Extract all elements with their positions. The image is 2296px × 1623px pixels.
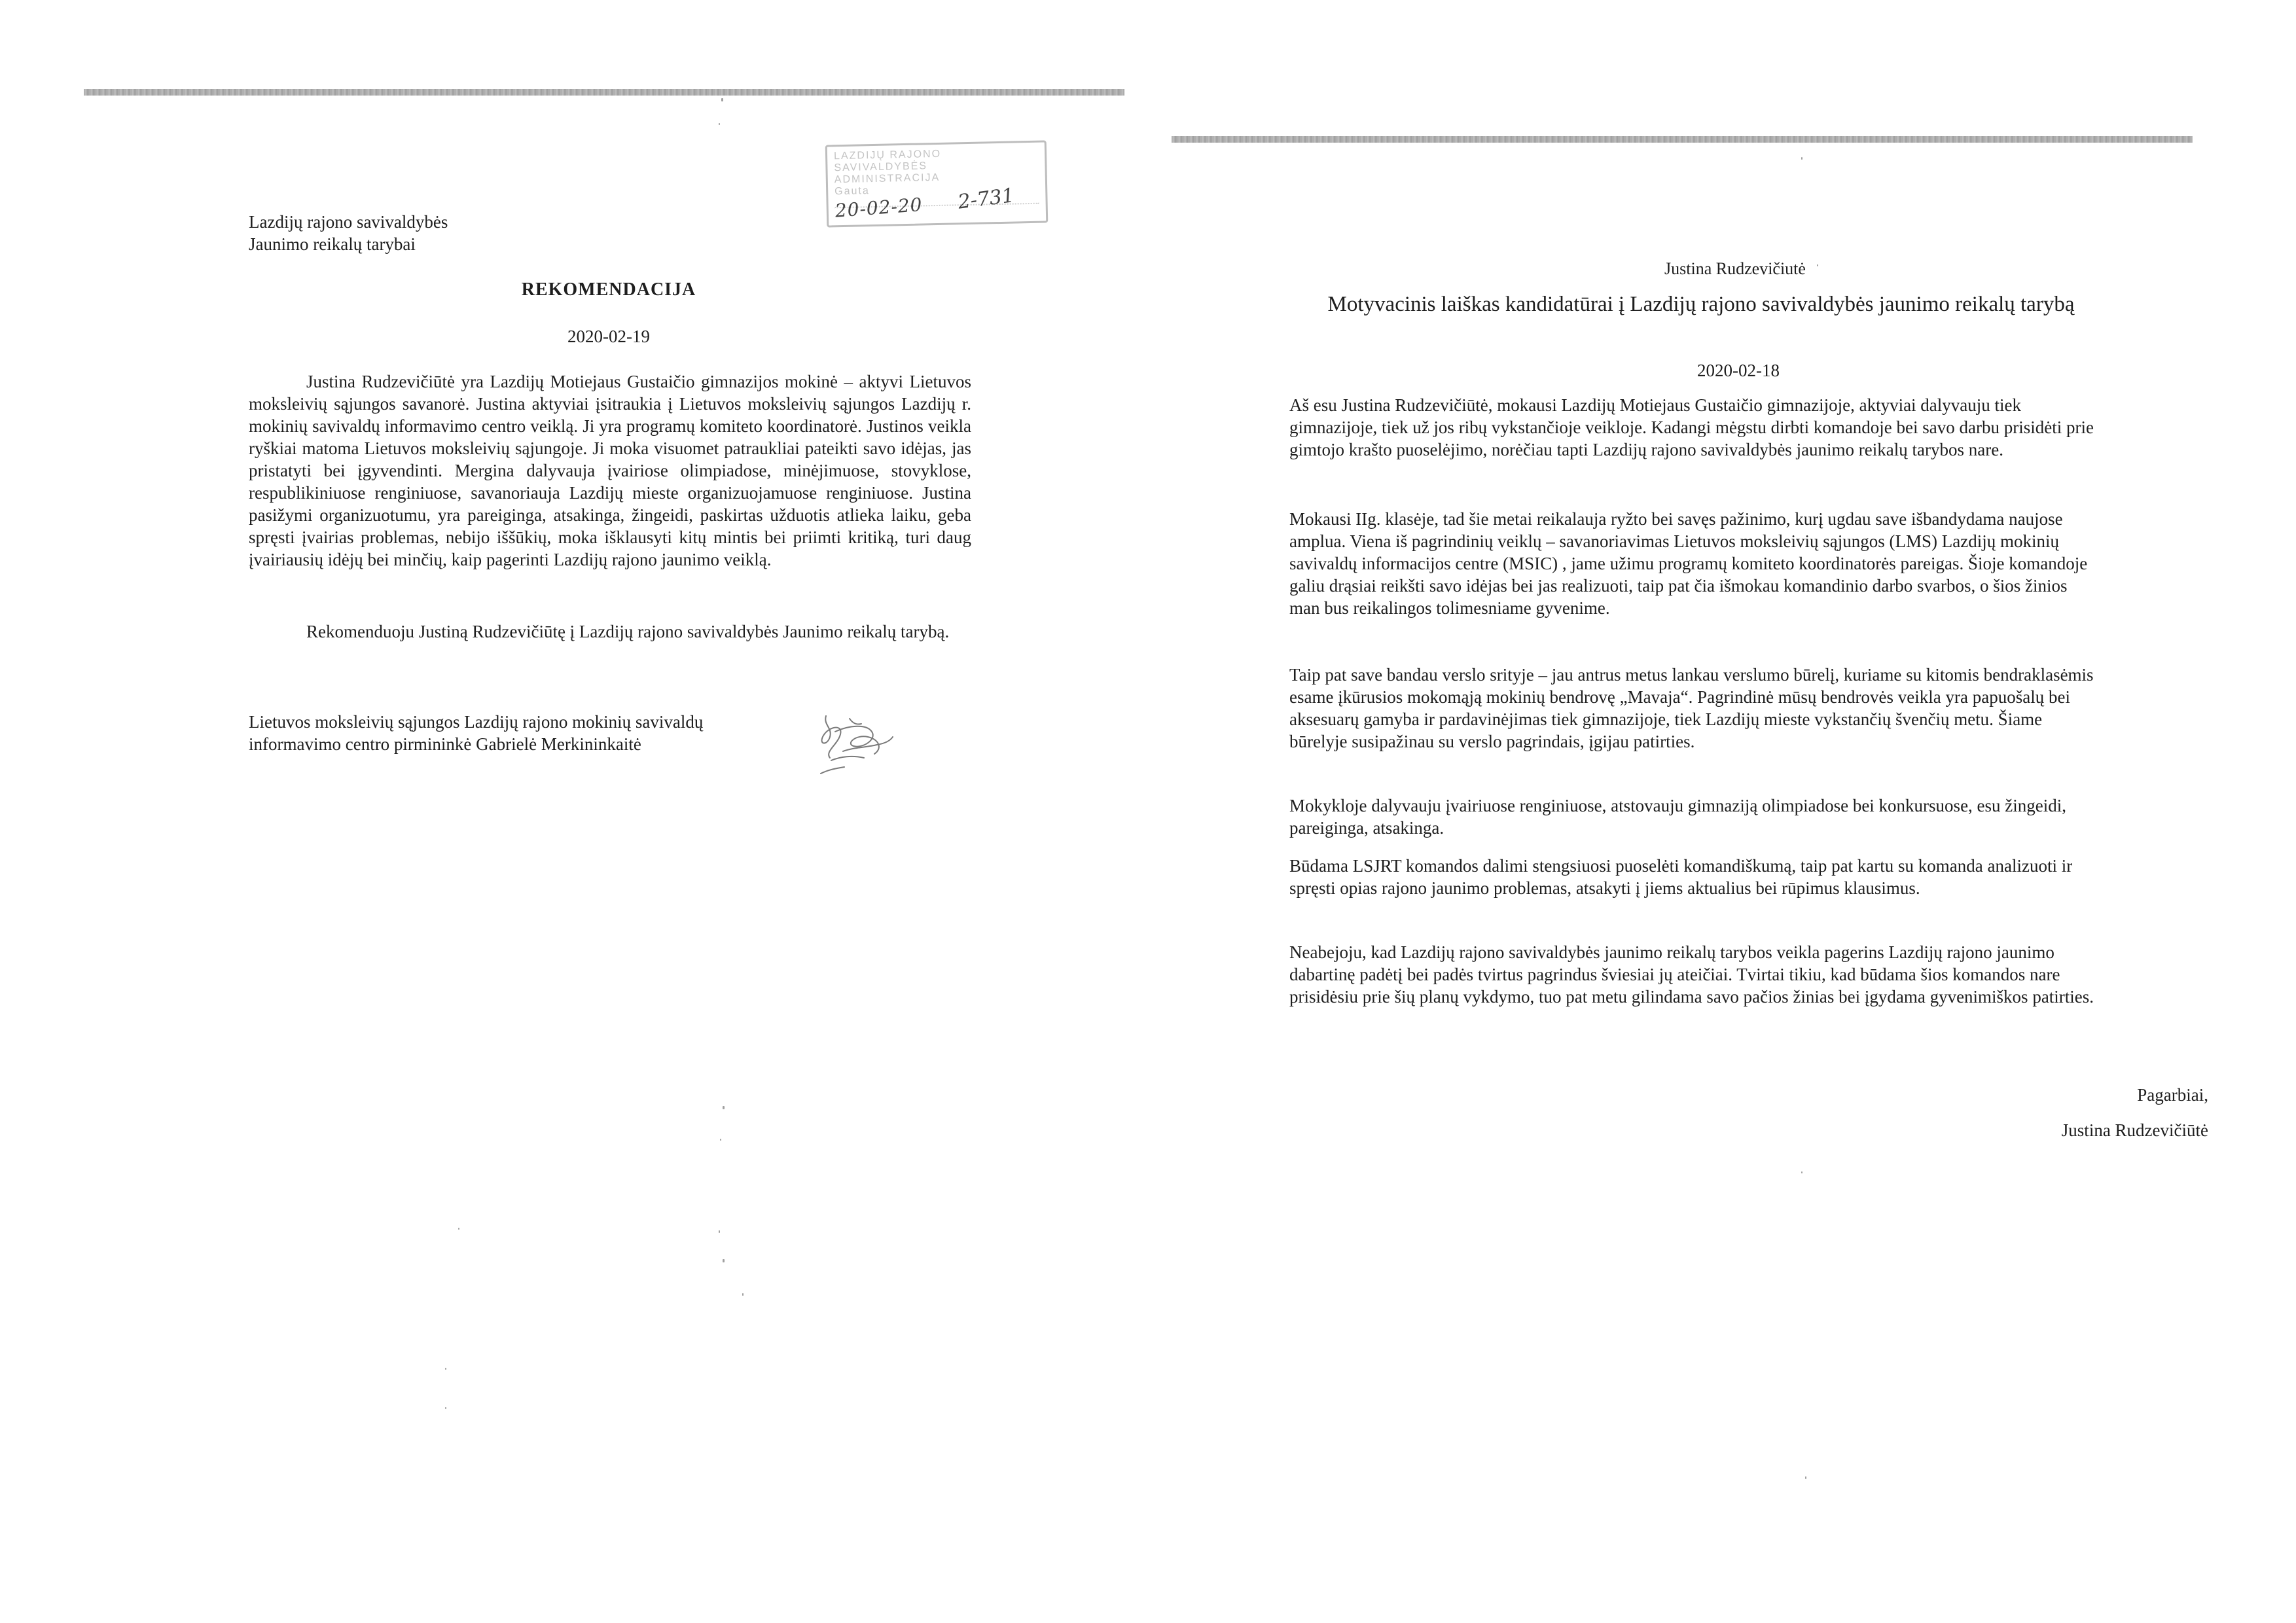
body-paragraph: Mokausi IIg. klasėje, tad šie metai reikalauja ryžto bei savęs pažinimo, kurį ugdau save išbandydama naujose amplua. Viena iš pagrindinių veiklų – savanoriavimas Lietuvos moksleivių sąjungos (LMS) Lazdijų mokinių savivaldų informacijos centre (MSIC) , jame užimu programų komiteto koordinatorės pareigas. Šioje komandoje galiu drąsiai reikšti savo idėjas bei jas realizuoti, taip pat čia išmokau komandinio darbo svarbos, o šios žinios man bus reikalingos tolimesniame gyvenime.: [1289, 509, 2088, 618]
letter-closing: Pagarbiai,: [2137, 1085, 2208, 1105]
stamp-handwritten-date: 20-02-20: [834, 194, 924, 222]
document-date: 2020-02-19: [567, 327, 650, 346]
letter-title: Motyvacinis laiškas kandidatūrai į Lazdijų rajono savivaldybės jaunimo reikalų tarybą: [1327, 293, 2075, 316]
signatory-line: Lietuvos moksleivių sąjungos Lazdijų rajono mokinių savivaldų: [249, 712, 704, 732]
signatory-line: informavimo centro pirmininkė Gabrielė Merkininkaitė: [249, 734, 641, 754]
addressee: [249, 211, 707, 255]
registration-stamp: [825, 140, 1049, 227]
motivation-letter-page: [1148, 0, 2296, 1623]
letter-date: 2020-02-18: [1697, 361, 1780, 380]
body-paragraph: Aš esu Justina Rudzevičiūtė, mokausi Lazdijų Motiejaus Gustaičio gimnazijoje, aktyviai dalyvauju tiek gimnazijoje, tiek už jos ribų vykstančioje veikloje. Kadangi mėgstu dirbti komandoje bei savo darbu prisidėti prie gimtojo krašto puoselėjimo, norėčiau tapti Lazdijų rajono savivaldybės jaunimo reikalų tarybos nare.: [1289, 395, 2094, 459]
addressee-line: Lazdijų rajono savivaldybės: [249, 212, 448, 232]
body-paragraph: Rekomenduoju Justiną Rudzevičiūtę į Lazdijų rajono savivaldybės Jaunimo reikalų tarybą.: [306, 622, 950, 641]
stamp-line: ADMINISTRACIJA: [834, 171, 941, 186]
body-paragraph: Justina Rudzevičiūtė yra Lazdijų Motiejaus Gustaičio gimnazijos mokinė – aktyvi Lietuvos moksleivių sąjungos savanorė. Justina aktyviai įsitraukia į Lietuvos moksleivių sąjungos Lazdijų r. mokinių savivaldų informavimo centro veiklą. Ji yra programų komiteto koordinatorė. Justinos veikla ryškiai matoma Lietuvos moksleivių sąjungoje. Ji moka visuomet patraukliai pateikti savo idėjas, jas pristatyti bei įgyvendinti. Mergina dalyvauja įvairiose olimpiadose, minėjimuose, stovyklose, respublikiniuose renginiuose, savanoriauja Lazdijų mieste organizuojamuose renginiuose. Justina pasižymi organizuotumu, yra pareiginga, atsakinga, žingeidi, paskirtas užduotis atlieka laiku, geba spręsti įvairias problemas, nebijo iššūkių, moka išklausyti kitų mintis bei priimti kritiką, turi daug įvairiausių idėjų bei minčių, kaip pagerinti Lazdijų rajono jaunimo veiklą.: [249, 372, 971, 569]
signatory-block: [249, 711, 825, 755]
letter-author: Justina Rudzevičiutė: [1664, 259, 1806, 278]
body-paragraph: Mokykloje dalyvauju įvairiuose renginiuose, atstovauju gimnaziją olimpiadose bei konkursuose, esu žingeidi, pareiginga, atsakinga.: [1289, 796, 2067, 838]
document-heading: REKOMENDACIJA: [521, 279, 696, 300]
body-paragraph: Būdama LSJRT komandos dalimi stengsiuosi puoselėti komandiškumą, taip pat kartu su komanda analizuoti ir spręsti opias rajono jaunimo problemas, atsakyti į jiems aktualius bei rūpimus klausimus.: [1289, 856, 2073, 898]
handwritten-signature: [804, 705, 902, 777]
body-paragraph: Neabejoju, kad Lazdijų rajono savivaldybės jaunimo reikalų tarybos veikla pagerins Lazdijų rajono jaunimo dabartinę padėtį bei padės tvirtus pagrindus šviesiai jų ateičiai. Tvirtai tikiu, kad būdama šios komandos nare prisidėsiu prie šių planų vykdymo, tuo pat metu gilindama savo pačios žinias bei įgydama gyvenimiškos patirties.: [1289, 942, 2094, 1007]
addressee-line: Jaunimo reikalų tarybai: [249, 234, 416, 254]
body-paragraph: Taip pat save bandau verslo srityje – jau antrus metus lankau verslumo būrelį, kuriame su kitomis bendraklasėmis esame įkūrusios mokomąją mokinių bendrovę „Mavaja“. Pagrindinė mūsų bendrovės veikla yra papuošalų bei aksesuarų gamyba ir pardavinėjimas tiek gimnazijoje, tiek Lazdijų mieste vykstančių švenčių metu. Šiame būrelyje susipažinau su verslo pagrindais, įgijau patirties.: [1289, 665, 2094, 751]
stamp-line: LAZDIJŲ RAJONO SAVIVALDYBĖS: [833, 148, 942, 174]
stamp-line: Gauta: [834, 185, 870, 198]
letter-signoff: Justina Rudzevičiūtė: [2061, 1120, 2208, 1140]
stamp-handwritten-number: 2-731: [956, 184, 1016, 214]
